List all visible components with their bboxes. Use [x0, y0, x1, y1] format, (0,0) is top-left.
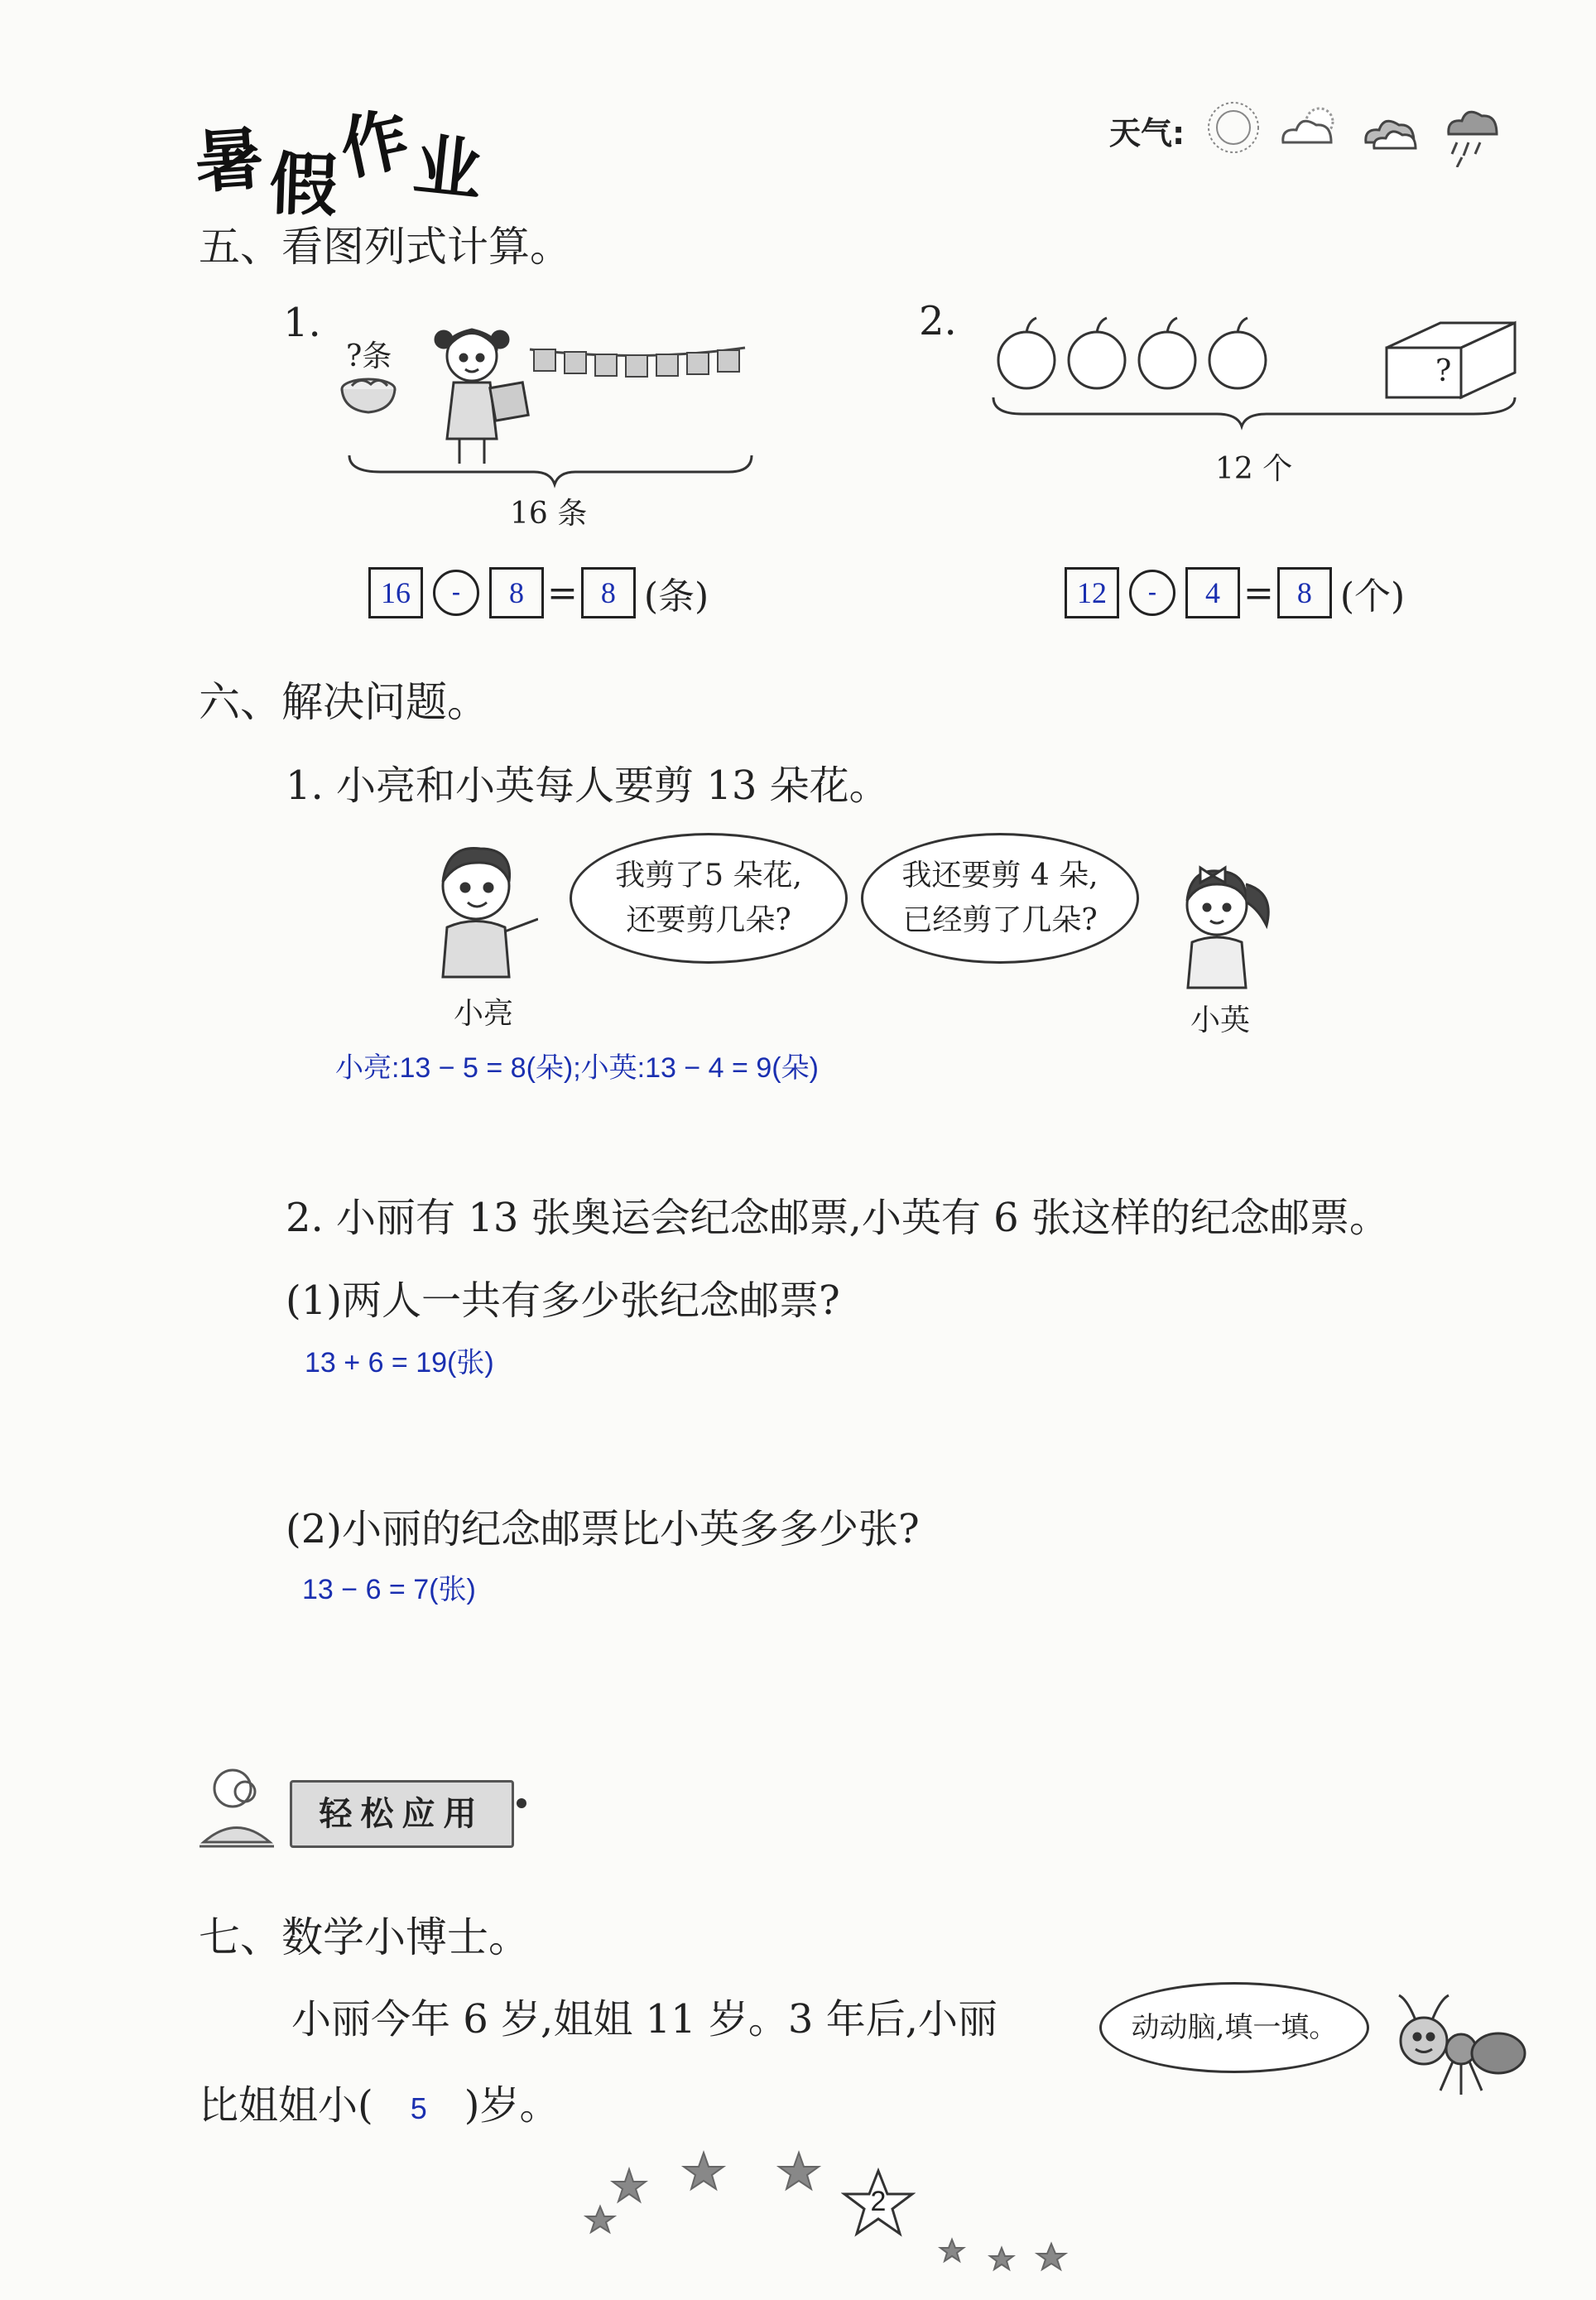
partly-cloudy-icon — [1283, 108, 1333, 142]
rain-icon — [1449, 112, 1497, 167]
operator-circle[interactable]: - — [1129, 570, 1175, 616]
answer-box[interactable]: 8 — [581, 567, 636, 618]
answer-box[interactable]: 8 — [1277, 567, 1332, 618]
section6-q2-answer2[interactable]: 13 − 6 = 7(张) — [302, 1574, 476, 1605]
star-icon — [1037, 2244, 1065, 2269]
q2-equation — [1065, 566, 1405, 619]
operator-circle[interactable]: - — [433, 570, 479, 616]
hanging-fish-icon — [530, 348, 745, 377]
logo-char: 暑 — [192, 119, 272, 204]
section6-q2-answer1[interactable]: 13 + 6 = 19(张) — [305, 1347, 494, 1379]
girl-icon — [1167, 851, 1291, 992]
logo-char: 作 — [333, 98, 421, 190]
badge-dot — [517, 1798, 526, 1808]
girl-icon — [435, 330, 528, 464]
page-number: 2 — [870, 2186, 887, 2217]
answer-box[interactable]: 16 — [368, 567, 423, 618]
q2-box-label: ? — [1435, 354, 1452, 388]
speech-bubble-right — [861, 833, 1139, 964]
total-brace — [349, 455, 752, 484]
weather-icons — [1204, 93, 1519, 171]
q2-number: 2. — [919, 298, 957, 344]
star-decoration — [571, 2136, 1101, 2285]
sun-icon — [1209, 103, 1258, 152]
unit-label: (条) — [643, 575, 709, 618]
section-badge: 轻松应用 — [290, 1780, 514, 1848]
section5-title: 五、看图列式计算。 — [199, 223, 571, 271]
line2-suffix: )岁。 — [464, 2082, 560, 2129]
answer-box[interactable]: 8 — [489, 567, 544, 618]
section7-title: 七、数学小博士。 — [199, 1913, 530, 1961]
line2-prefix: 比姐姐小( — [199, 2082, 373, 2129]
ant-icon — [1382, 1987, 1531, 2103]
star-icon — [779, 2153, 819, 2189]
section7-line1: 小丽今年 6 岁,姐姐 11 岁。3 年后,小丽 — [291, 1996, 997, 2043]
total-brace — [993, 397, 1515, 426]
speech-bubble-left — [570, 833, 848, 964]
name-right: 小英 — [1190, 1003, 1251, 1037]
bubble-left-line1: 我剪了5 朵花, — [615, 859, 802, 893]
section7-line2 — [199, 2073, 559, 2130]
star-icon — [990, 2248, 1013, 2269]
q1-number: 1. — [283, 300, 321, 346]
hint-bubble: 动动脑,填一填。 — [1099, 1982, 1369, 2073]
answer-blank[interactable]: 5 — [410, 2091, 427, 2125]
cloudy-icon — [1366, 121, 1416, 148]
logo-char: 假 — [267, 145, 344, 227]
bubble-right-line2: 已经剪了几朵? — [902, 903, 1098, 937]
name-left: 小亮 — [454, 997, 514, 1031]
star-icon — [940, 2240, 964, 2261]
reading-student-icon — [195, 1763, 278, 1855]
boy-icon — [422, 836, 538, 985]
section6-q1-answer[interactable]: 小亮:13 − 5 = 8(朵);小英:13 − 4 = 9(朵) — [335, 1052, 819, 1084]
weather-label: 天气: — [1109, 115, 1185, 152]
star-icon — [613, 2169, 646, 2201]
logo-char: 业 — [410, 126, 491, 213]
apple-icon — [998, 318, 1266, 388]
answer-box[interactable]: 4 — [1185, 567, 1240, 618]
unit-label: (个) — [1339, 575, 1406, 618]
section6-q1-text: 1. 小亮和小英每人要剪 13 朵花。 — [286, 763, 889, 809]
q1-equation — [368, 566, 709, 619]
bubble-right-line1: 我还要剪 4 朵, — [901, 859, 1098, 893]
section6-q2-sub1: (1)两人一共有多少张纪念邮票? — [286, 1278, 840, 1324]
q2-total-label: 12 个 — [1215, 452, 1293, 486]
section6-q2-sub2: (2)小丽的纪念邮票比小英多多少张? — [286, 1506, 920, 1552]
section6-q2-text: 2. 小丽有 13 张奥运会纪念邮票,小英有 6 张这样的纪念邮票。 — [286, 1195, 1389, 1241]
star-icon — [684, 2153, 723, 2189]
q1-total-label: 16 条 — [510, 497, 588, 531]
workbook-logo — [191, 89, 491, 227]
star-icon — [586, 2206, 614, 2232]
basket-label: ?条 — [346, 339, 392, 373]
section6-title: 六、解决问题。 — [199, 678, 488, 726]
answer-box[interactable]: 12 — [1065, 567, 1119, 618]
basket-icon — [342, 379, 395, 412]
equals-sign: = — [547, 571, 578, 614]
bubble-left-line2: 还要剪几朵? — [626, 903, 791, 937]
equals-sign: = — [1243, 571, 1274, 614]
